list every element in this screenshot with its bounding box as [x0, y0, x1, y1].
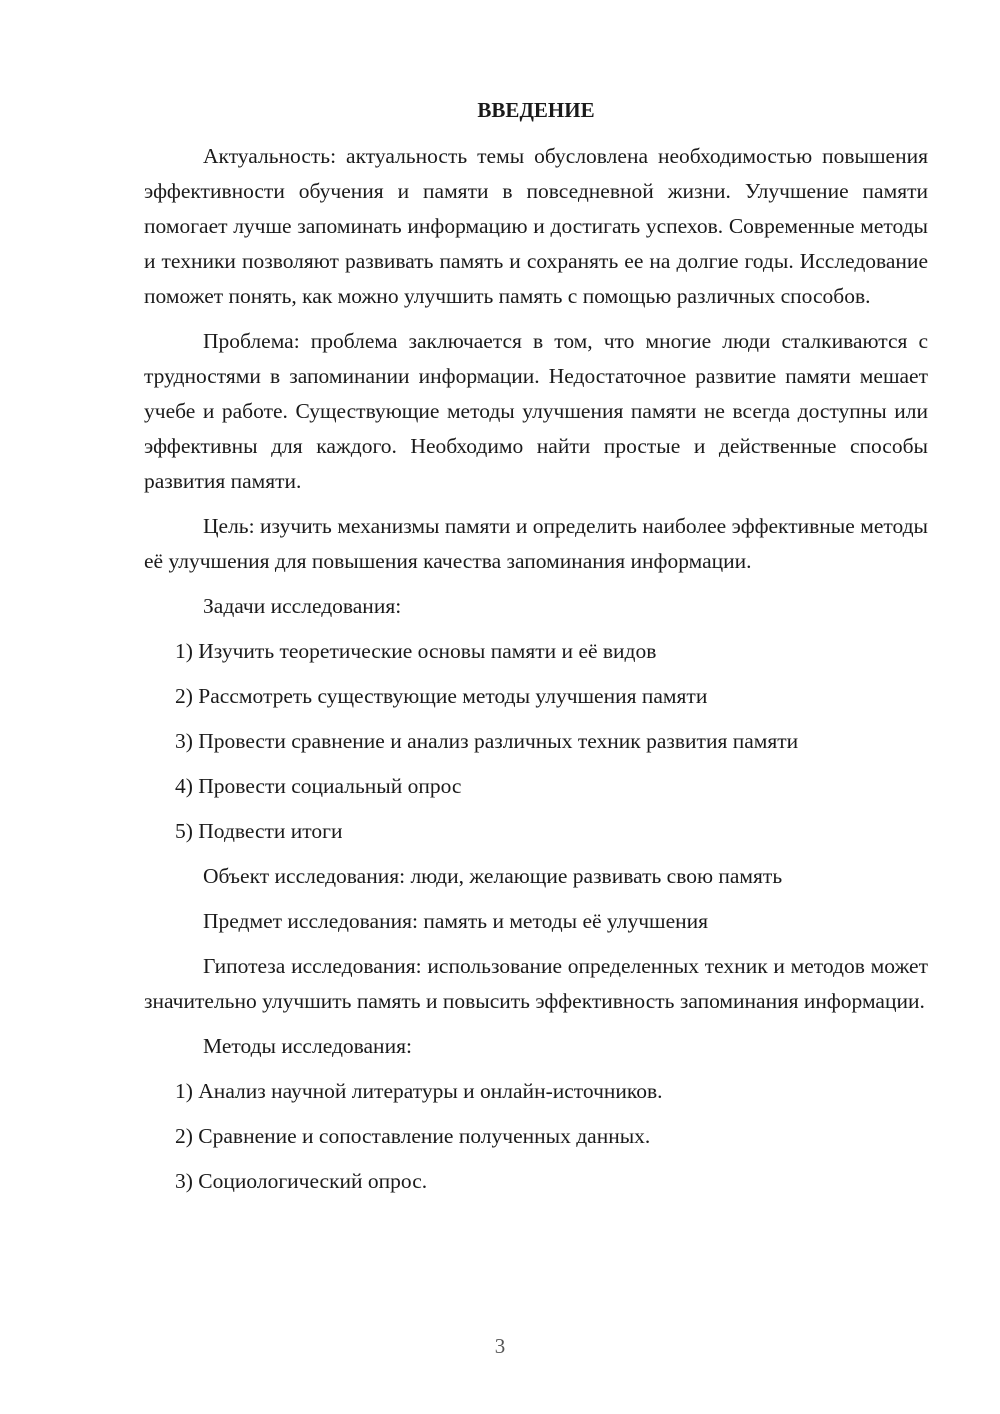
tasks-list	[144, 634, 928, 849]
object-line: Объект исследования: люди, желающие развивать свою память	[203, 864, 783, 888]
problem-paragraph: Проблема: проблема заключается в том, что многие люди сталкиваются с трудностями в запоминании информации. Недостаточное развитие памяти мешает учебе и работе. Существующие методы улучшения памяти не всегда доступны или эффективны для каждого. Необходимо найти простые и действенные способы развития памяти.	[144, 329, 928, 493]
page-number: 3	[494, 1334, 506, 1358]
list-item: 1) Изучить теоретические основы памяти и её видов	[175, 639, 657, 663]
subject-line: Предмет исследования: память и методы её улучшения	[203, 909, 709, 933]
list-item: 4) Провести социальный опрос	[175, 774, 462, 798]
list-item: 1) Анализ научной литературы и онлайн-источников.	[175, 1079, 663, 1103]
methods-heading: Методы исследования:	[203, 1034, 412, 1058]
hypothesis-paragraph: Гипотеза исследования: использование определенных техник и методов может значительно улучшить память и повысить эффективность запоминания информации.	[144, 954, 928, 1013]
relevance-paragraph: Актуальность: актуальность темы обусловлена необходимостью повышения эффективности обучения и памяти в повседневной жизни. Улучшение памяти помогает лучше запоминать информацию и достигать успехов. Современные методы и техники позволяют развивать память и сохранять ее на долгие годы. Исследование поможет понять, как можно улучшить память с помощью различных способов.	[144, 144, 928, 308]
goal-paragraph: Цель: изучить механизмы памяти и определить наиболее эффективные методы её улучшения для повышения качества запоминания информации.	[144, 514, 928, 573]
list-item: 2) Рассмотреть существующие методы улучшения памяти	[175, 684, 708, 708]
page-title: ВВЕДЕНИЕ	[477, 98, 595, 122]
list-item: 2) Сравнение и сопоставление полученных данных.	[175, 1124, 651, 1148]
list-item: 3) Социологический опрос.	[175, 1169, 428, 1193]
list-item: 5) Подвести итоги	[175, 819, 343, 843]
list-item: 3) Провести сравнение и анализ различных техник развития памяти	[175, 729, 799, 753]
document-page	[144, 96, 928, 1209]
tasks-heading: Задачи исследования:	[203, 594, 402, 618]
methods-list	[144, 1074, 928, 1199]
